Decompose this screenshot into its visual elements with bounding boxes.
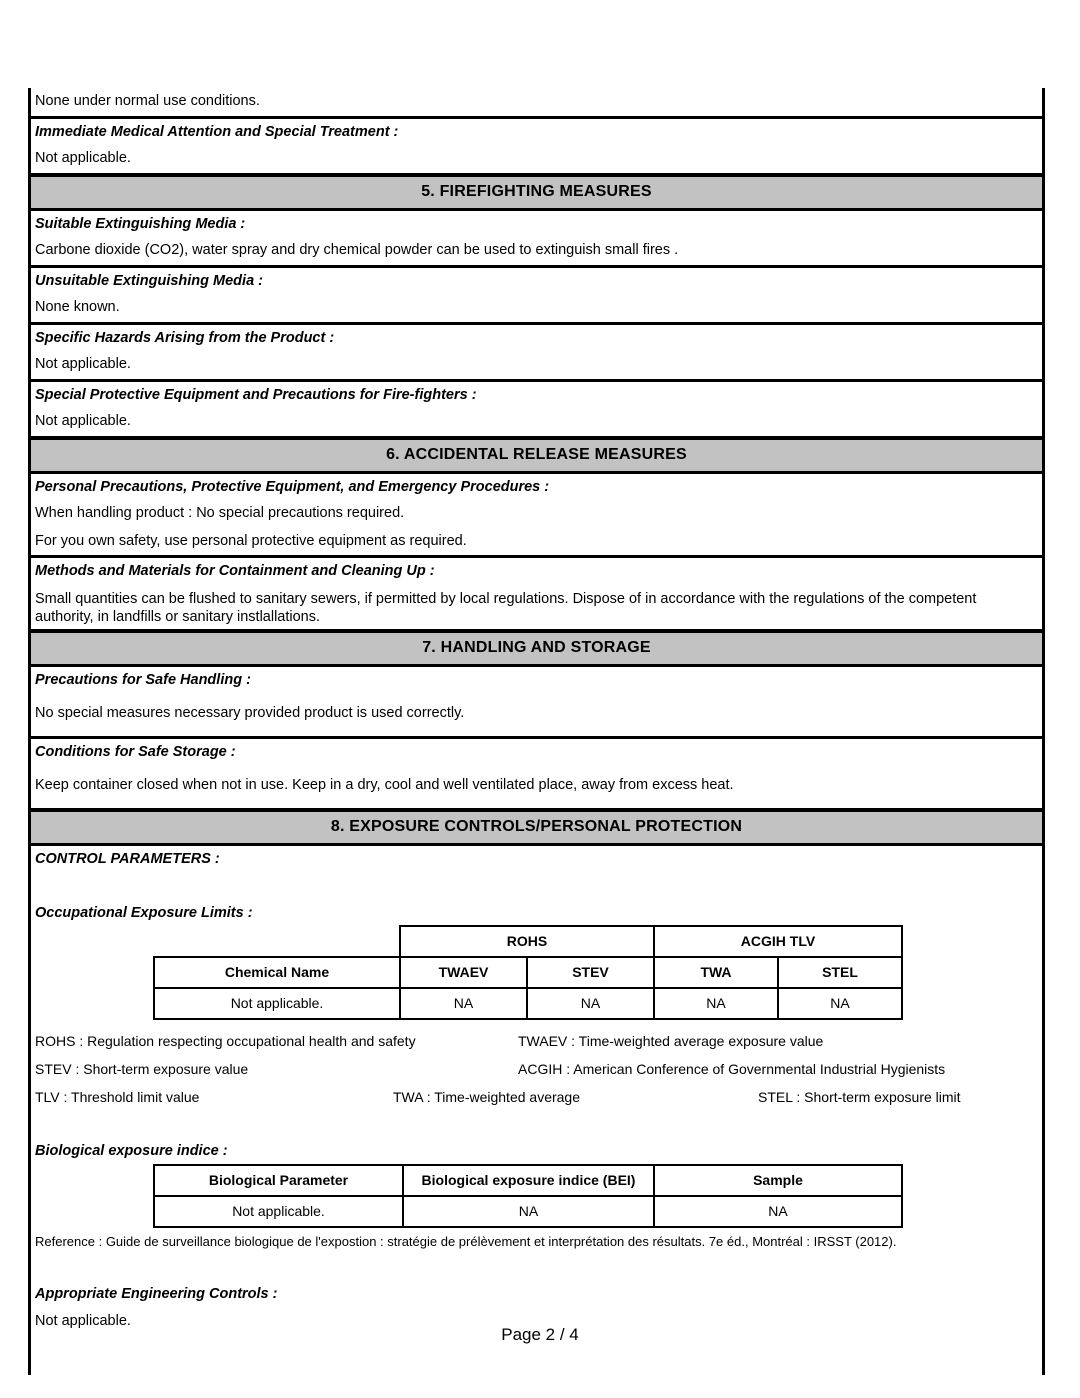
legend-row-2 [31,1056,1042,1084]
legend-rohs: ROHS : Regulation respecting occupational health and safety [35,1032,416,1049]
legend-tlv: TLV : Threshold limit value [35,1088,200,1105]
legend-twaev: TWAEV : Time-weighted average exposure value [518,1032,824,1049]
exposure-group-blank-cell [154,926,400,957]
row-specific-hazards [30,325,1044,382]
section-8-banner: 8. EXPOSURE CONTROLS/PERSONAL PROTECTION [31,811,1042,846]
row-personal-precautions [30,474,1044,559]
row-special-protective-equipment [30,382,1044,439]
row-unsuitable-extinguishing [30,268,1044,325]
row-section8-banner [30,811,1044,846]
safe-storage-heading: Conditions for Safe Storage : [35,743,236,760]
containment-cleanup-body: Small quantities can be flushed to sanitary sewers, if permitted by local regulations. Dispose of in accordance with the regulations of the competent authority, in landfills or sanitary instlallations. [35,590,981,625]
exposure-col-chemical-name: Chemical Name [154,957,400,988]
row-suitable-extinguishing [30,211,1044,268]
exposure-col-stel: STEL [778,957,902,988]
safe-storage-body: Keep container closed when not in use. Keep in a dry, cool and well ventilated place, away from excess heat. [35,777,734,794]
exposure-cell-stel: NA [778,988,902,1019]
sds-document-table [28,88,1045,1375]
row-containment-cleanup [30,558,1044,632]
exposure-cell-stev: NA [527,988,654,1019]
legend-stel: STEL : Short-term exposure limit [758,1088,961,1105]
exposure-cell-chemical-name: Not applicable. [154,988,400,1019]
exposure-col-twaev: TWAEV [400,957,527,988]
exposure-group-acgih-tlv: ACGIH TLV [654,926,902,957]
row-section5-banner [30,176,1044,211]
biological-cell-parameter: Not applicable. [154,1196,403,1227]
section-6-banner: 6. ACCIDENTAL RELEASE MEASURES [31,439,1042,474]
section-5-banner: 5. FIREFIGHTING MEASURES [31,176,1042,211]
biological-col-sample: Sample [654,1165,902,1196]
table-row [154,1196,902,1227]
row-safe-storage [30,739,1044,811]
spacer-before-biological [31,1112,1042,1138]
specific-hazards-heading: Specific Hazards Arising from the Product : [35,329,335,346]
personal-precautions-body-1: When handling product : No special precautions required. [35,505,405,521]
occupational-exposure-heading: Occupational Exposure Limits : [35,905,253,922]
control-parameters-heading: CONTROL PARAMETERS : [35,850,220,867]
row-section8-body [30,846,1044,1376]
exposure-col-twa: TWA [654,957,778,988]
row-section6-banner [30,439,1044,474]
personal-precautions-body-2: For you own safety, use personal protective equipment as required. [35,532,467,549]
biological-reference: Reference : Guide de surveillance biologique de l'expostion : stratégie de prélèvement et interprétation des résultats. 7e éd., Montréal : IRSST (2012). [35,1234,897,1250]
special-protective-body: Not applicable. [35,413,131,429]
exposure-table-wrap [31,925,1042,1020]
suitable-extinguishing-body: Carbone dioxide (CO2), water spray and dry chemical powder can be used to extinguish small fires . [35,242,679,258]
exposure-group-header-row [154,926,902,957]
page-number: Page 2 / 4 [501,1325,579,1344]
safe-handling-body: No special measures necessary provided product is used correctly. [35,705,465,722]
biological-col-bei: Biological exposure indice (BEI) [403,1165,654,1196]
immediate-medical-heading: Immediate Medical Attention and Special Treatment : [35,123,399,140]
specific-hazards-body: Not applicable. [35,356,131,372]
immediate-medical-value: Not applicable. [35,150,131,166]
legend-stev: STEV : Short-term exposure value [35,1060,249,1077]
exposure-cell-twaev: NA [400,988,527,1019]
containment-cleanup-heading: Methods and Materials for Containment and Cleaning Up : [35,563,435,579]
unsuitable-extinguishing-body: None known. [35,299,120,315]
row-none-under-normal [30,88,1044,119]
spacer-before-engineering [31,1255,1042,1281]
section-7-banner: 7. HANDLING AND STORAGE [31,632,1042,667]
legend-twa: TWA : Time-weighted average [393,1088,581,1105]
row-immediate-medical [30,119,1044,176]
spacer-after-control-parameters [31,872,1042,898]
engineering-controls-value: Not applicable. [35,1312,131,1329]
exposure-cell-twa: NA [654,988,778,1019]
biological-col-parameter: Biological Parameter [154,1165,403,1196]
suitable-extinguishing-heading: Suitable Extinguishing Media : [35,215,246,232]
biological-exposure-table [153,1164,903,1228]
biological-cell-bei: NA [403,1196,654,1227]
legend-acgih: ACGIH : American Conference of Governmental Industrial Hygienists [518,1060,946,1077]
biological-exposure-heading: Biological exposure indice : [35,1142,228,1159]
row-section7-banner [30,632,1044,667]
biological-column-header-row [154,1165,902,1196]
biological-cell-sample: NA [654,1196,902,1227]
biological-table-wrap [31,1164,1042,1228]
safe-handling-heading: Precautions for Safe Handling : [35,671,251,688]
legend-row-1 [31,1028,1042,1056]
table-row [154,988,902,1019]
none-under-normal-text: None under normal use conditions. [35,93,260,109]
legend-row-3 [31,1084,1042,1112]
special-protective-heading: Special Protective Equipment and Precautions for Fire-fighters : [35,386,477,403]
exposure-group-rohs: ROHS [400,926,654,957]
exposure-col-stev: STEV [527,957,654,988]
occupational-exposure-table [153,925,903,1020]
unsuitable-extinguishing-heading: Unsuitable Extinguishing Media : [35,272,263,289]
row-safe-handling [30,667,1044,739]
exposure-column-header-row [154,957,902,988]
exposure-legend [31,1020,1042,1112]
engineering-controls-heading: Appropriate Engineering Controls : [35,1286,278,1303]
personal-precautions-heading: Personal Precautions, Protective Equipment, and Emergency Procedures : [35,478,550,495]
